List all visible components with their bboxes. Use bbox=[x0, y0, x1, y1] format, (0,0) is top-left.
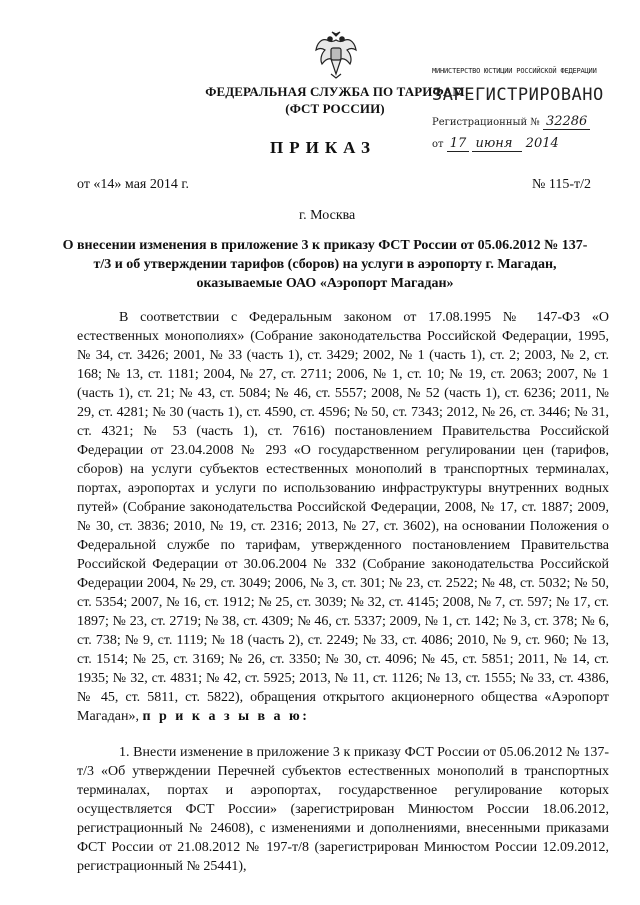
stamp-date-line bbox=[432, 136, 559, 152]
agency-abbreviation: (ФСТ РОССИИ) bbox=[285, 101, 385, 116]
stamp-date-prefix: от bbox=[432, 139, 444, 150]
stamp-year: 2014 bbox=[525, 136, 559, 151]
command-word: п р и к а з ы в а ю: bbox=[142, 709, 310, 724]
stamp-reg-number-line bbox=[432, 114, 590, 130]
stamp-month: июня bbox=[472, 136, 522, 152]
order-date: от «14» мая 2014 г. bbox=[77, 177, 190, 192]
coat-of-arms-emblem bbox=[313, 30, 359, 80]
order-subject: О внесении изменения в приложение 3 к приказу ФСТ России от 05.06.2012 № 137-т/3 и об утверждении тарифов (сборов) на услуги в аэропорту г. Магадан, оказываемые ОАО «Аэропорт Магадан» bbox=[62, 238, 588, 291]
stamp-reg-label: Регистрационный № bbox=[432, 117, 540, 128]
agency-name: ФЕДЕРАЛЬНАЯ СЛУЖБА ПО ТАРИФАМ bbox=[205, 84, 465, 99]
stamp-reg-number: 32286 bbox=[543, 114, 590, 130]
stamp-day: 17 bbox=[447, 136, 470, 152]
document-type-title: ПРИКАЗ bbox=[270, 138, 376, 157]
order-city: г. Москва bbox=[299, 208, 356, 223]
preamble-text: В соответствии с Федеральным законом от 17.08.1995 № 147-ФЗ «О естественных монополиях» (Собрание законодательства Российской Федерации, 1995, № 34, ст. 3426; 2001, № 33 (часть 1), ст. 3429; 2002, № 1 (часть 1), ст. 2; 2003, № 2, ст. 168; № 13, ст. 1181; 2004, № 27, ст. 2711; 2006, № 1, ст. 10; № 19, ст. 2063; 2007, № 1 (часть 1), ст. 21; № 43, ст. 5084; № 46, ст. 5557; 2008, № 52 (часть 1), ст. 6236; 2011, № 29, ст. 4281; № 30 (часть 1), ст. 4590, ст. 4596; № 50, ст. 7343; 2012, № 26, ст. 3446; № 31, ст. 4321; № 53 (часть 1), ст. 7616) постановлением Правительства Российской Федерации от 23.04.2008 № 293 «О государственном регулировании цен (тарифов, сборов) на услуги субъектов естественных монополий в транспортных терминалах, портах, аэропортах и услуги по использованию инфраструктуры внутренних водных путей» (Собрание законодательства Российской Федерации, 2008, № 17, ст. 1887; 2009, № 30, ст. 3836; 2010, № 19, ст. 2316; 2013, № 27, ст. 3602), на основании Положения о Федеральной службе по тарифам, утвержденного постановлением Правительства Российской Федерации от 30.06.2004 № 332 (Собрание законодательства Российской Федерации 2004, № 29, ст. 3049; 2006, № 3, ст. 301; № 23, ст. 2522; № 48, ст. 5032; № 50, ст. 5354; 2007, № 16, ст. 1912; № 25, ст. 3039; № 32, ст. 4145; 2008, № 7, ст. 597; № 17, ст. 1897; № 23, ст. 2719; № 38, ст. 4309; № 46, ст. 5337; 2009, № 1, ст. 142; № 3, ст. 378; № 6, ст. 738; № 9, ст. 1119; № 18 (часть 2), ст. 2249; № 33, ст. 4086; 2010, № 9, ст. 960; № 13, ст. 1514; № 25, ст. 3169; № 26, ст. 3350; № 30, ст. 4096; № 45, ст. 5851; 2011, № 14, ст. 1935; № 32, ст. 4831; № 42, ст. 5925; 2013, № 11, ст. 1126; № 13, ст. 1555; № 33, ст. 4386, № 45, ст. 5811, ст. 5822), обращения открытого акционерного общества «Аэропорт Магадан», bbox=[77, 310, 609, 724]
stamp-ministry: МИНИСТЕРСТВО ЮСТИЦИИ РОССИЙСКОЙ ФЕДЕРАЦИИ bbox=[432, 67, 597, 75]
preamble-paragraph bbox=[77, 308, 609, 726]
item-1-paragraph: 1. Внести изменение в приложение 3 к приказу ФСТ России от 05.06.2012 № 137-т/3 «Об утверждении Перечней субъектов естественных монополий в транспортных терминалах, портах и аэропортах, государственное регулирование которых осуществляется ФСТ России» (зарегистрирован Минюстом России 18.06.2012, регистрационный № 24608), с изменениями и дополнениями, внесенными приказами ФСТ России от 21.08.2012 № 197-т/8 (зарегистрирован Минюстом России 12.09.2012, регистрационный № 25441), bbox=[77, 745, 609, 874]
order-number: № 115-т/2 bbox=[532, 177, 592, 192]
order-body bbox=[77, 308, 609, 726]
order-item-1 bbox=[77, 743, 609, 876]
registration-stamp bbox=[428, 64, 620, 162]
stamp-registered: ЗАРЕГИСТРИРОВАНО bbox=[432, 85, 604, 105]
